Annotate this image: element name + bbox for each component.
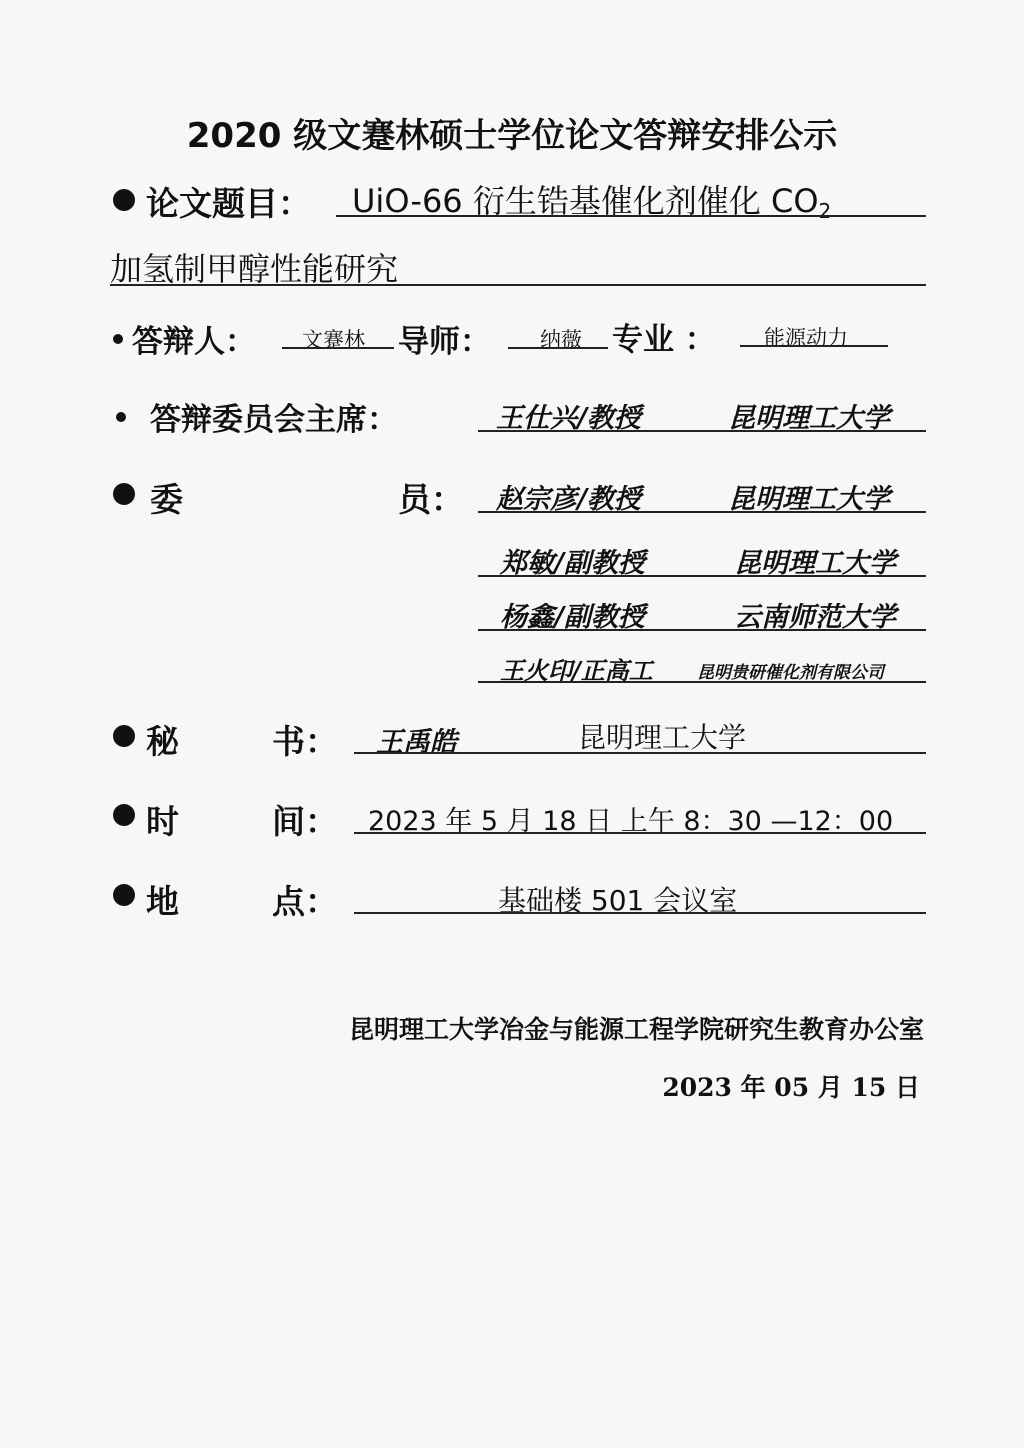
underline — [508, 347, 608, 349]
underline — [282, 347, 394, 349]
underline — [478, 629, 926, 631]
bullet-icon — [113, 884, 135, 906]
advisor-label: 导师： — [398, 324, 491, 360]
underline — [740, 345, 888, 347]
major-name: 能源动力 — [764, 326, 848, 350]
page-title: 2020 级文蹇林硕士学位论文答辩安排公示 — [186, 116, 838, 156]
time-value: 2023 年 5 月 18 日 上午 8：30 —12：00 — [368, 806, 894, 837]
time-label-b: 间： — [272, 802, 338, 841]
chair-org: 昆明理工大学 — [728, 403, 890, 434]
bullet-icon — [113, 334, 123, 344]
place-value: 基础楼 501 会议室 — [498, 884, 738, 917]
member-name: 赵宗彦/教授 — [496, 484, 641, 515]
member-name: 郑敏/副教授 — [500, 548, 645, 579]
bullet-icon — [113, 725, 135, 747]
member-org: 云南师范大学 — [734, 602, 896, 633]
underline — [336, 215, 926, 217]
members-label-b: 员： — [398, 480, 464, 519]
member-name: 杨鑫/副教授 — [500, 602, 645, 633]
defender-name: 文蹇林 — [302, 328, 365, 352]
defender-label: 答辩人： — [132, 324, 256, 360]
secretary-name: 王禹皓 — [376, 727, 457, 758]
thesis-title-subscript: 2 — [818, 199, 832, 223]
underline — [478, 511, 926, 513]
secretary-label-a: 秘 — [146, 722, 179, 761]
secretary-org: 昆明理工大学 — [578, 721, 747, 754]
underline — [110, 284, 926, 286]
underline — [478, 681, 926, 683]
bullet-icon — [113, 483, 135, 505]
bullet-icon — [116, 412, 126, 422]
underline — [354, 912, 926, 914]
place-label-a: 地 — [146, 882, 179, 921]
underline — [478, 575, 926, 577]
underline — [354, 832, 926, 834]
underline — [354, 752, 926, 754]
members-label-a: 委 — [150, 480, 183, 519]
bullet-icon — [113, 804, 135, 826]
time-label-a: 时 — [146, 802, 179, 841]
secretary-label-b: 书： — [272, 722, 338, 761]
member-org: 昆明贵研催化剂有限公司 — [697, 663, 884, 683]
issuing-office: 昆明理工大学冶金与能源工程学院研究生教育办公室 — [348, 1015, 924, 1044]
issue-date: 2023 年 05 月 15 日 — [662, 1073, 920, 1102]
underline — [478, 430, 926, 432]
major-label: 专业 ： — [612, 322, 716, 358]
thesis-label: 论文题目： — [146, 184, 311, 223]
member-org: 昆明理工大学 — [728, 484, 890, 515]
thesis-title-text: UiO-66 衍生锆基催化剂催化 CO — [352, 182, 819, 220]
bullet-icon — [113, 189, 135, 211]
place-label-b: 点： — [272, 882, 338, 921]
advisor-name: 纳薇 — [540, 328, 582, 352]
thesis-title-line2: 加氢制甲醇性能研究 — [110, 250, 399, 288]
chair-label: 答辩委员会主席： — [150, 402, 398, 438]
member-name: 王火印/正高工 — [500, 656, 653, 685]
chair-name: 王仕兴/教授 — [496, 403, 641, 434]
member-org: 昆明理工大学 — [734, 548, 896, 579]
